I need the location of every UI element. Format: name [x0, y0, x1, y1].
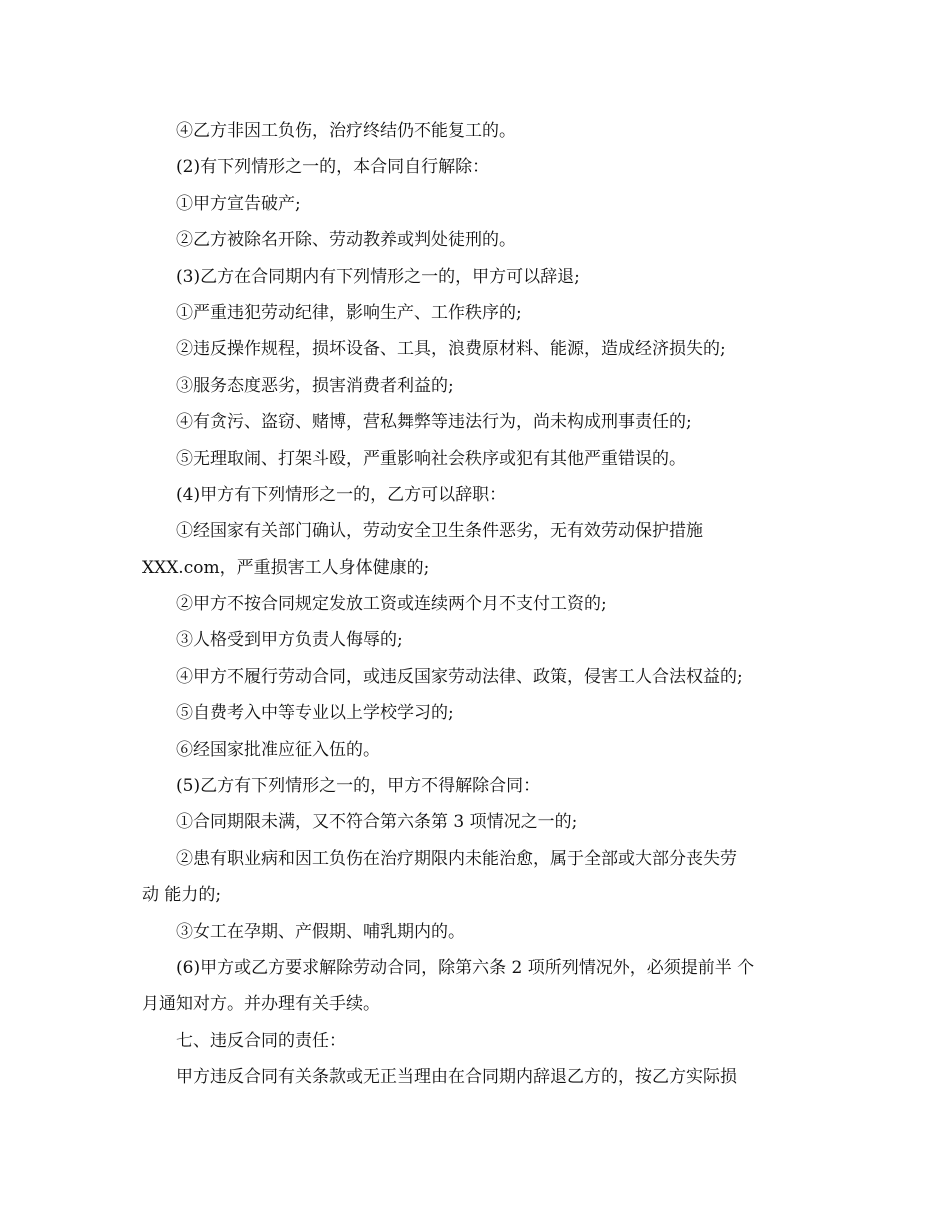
- text-line: 月通知对方。并办理有关手续。: [142, 994, 380, 1015]
- text-line: (3)乙方在合同期内有下列情形之一的，甲方可以辞退;: [176, 266, 580, 287]
- text-line: ③服务态度恶劣，损害消费者利益的;: [176, 375, 454, 396]
- text-line: (4)甲方有下列情形之一的，乙方可以辞职：: [176, 484, 507, 505]
- text-line: ②违反操作规程，损坏设备、工具，浪费原材料、能源，造成经济损失的;: [176, 339, 726, 360]
- text-line: ⑤无理取闹、打架斗殴，严重影响社会秩序或犯有其他严重错误的。: [176, 448, 686, 469]
- text-line: ①经国家有关部门确认，劳动安全卫生条件恶劣，无有效劳动保护措施: [176, 521, 703, 542]
- text-line: ④有贪污、盗窃、赌博，营私舞弊等违法行为，尚未构成刑事责任的;: [176, 412, 692, 433]
- text-line: ⑤自费考入中等专业以上学校学习的;: [176, 703, 454, 724]
- text-line: (2)有下列情形之一的，本合同自行解除：: [176, 157, 490, 178]
- text-line: ②患有职业病和因工负伤在治疗期限内未能治愈，属于全部或大部分丧失劳: [176, 848, 737, 869]
- text-line: ①严重违犯劳动纪律，影响生产、工作秩序的;: [176, 302, 522, 323]
- text-line: ②甲方不按合同规定发放工资或连续两个月不支付工资的;: [176, 594, 607, 615]
- text-line: ③女工在孕期、产假期、哺乳期内的。: [176, 921, 465, 942]
- document-body: [142, 113, 822, 1096]
- text-line: 动 能力的;: [142, 885, 222, 906]
- text-line: 七、违反合同的责任：: [176, 1030, 346, 1051]
- text-line: ②乙方被除名开除、劳动教养或判处徒刑的。: [176, 230, 516, 251]
- text-line: ③人格受到甲方负责人侮辱的;: [176, 630, 403, 651]
- text-line: ④乙方非因工负伤，治疗终结仍不能复工的。: [176, 121, 516, 141]
- text-line: XXX.com，严重损害工人身体健康的;: [142, 557, 430, 578]
- text-line: ④甲方不履行劳动合同，或违反国家劳动法律、政策，侵害工人合法权益的;: [176, 666, 743, 687]
- text-line: 甲方违反合同有关条款或无正当理由在合同期内辞退乙方的，按乙方实际损: [176, 1067, 737, 1088]
- text-line: ⑥经国家批准应征入伍的。: [176, 739, 380, 760]
- text-line: ①甲方宣告破产;: [176, 193, 301, 214]
- text-line: (6)甲方或乙方要求解除劳动合同，除第六条 2 项所列情况外，必须提前半 个: [176, 957, 755, 978]
- text-line: (5)乙方有下列情形之一的，甲方不得解除合同：: [176, 776, 541, 797]
- text-line: ①合同期限未满，又不符合第六条第 3 项情况之一的;: [176, 812, 578, 833]
